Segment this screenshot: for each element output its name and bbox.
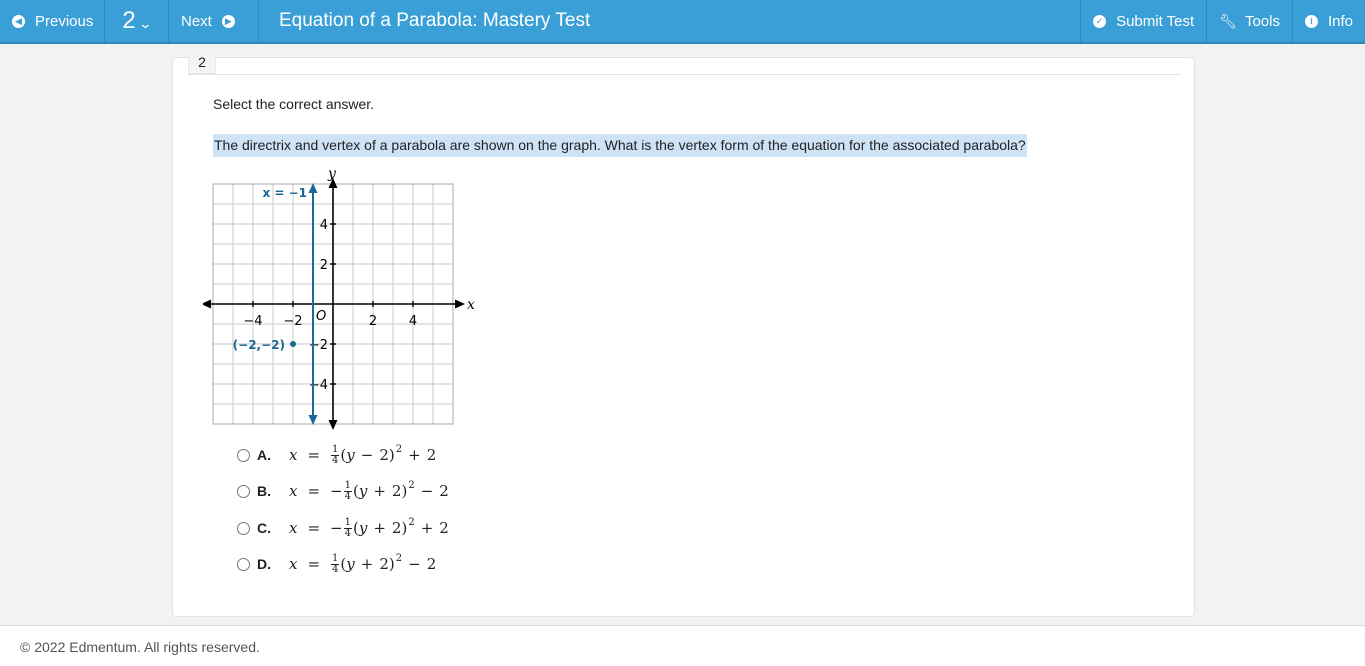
coordinate-graph [203,168,483,430]
info-button[interactable] [1292,0,1365,42]
directrix-label: x = −1 [262,186,307,200]
choice-letter: C. [257,520,271,536]
eq-sign: = [307,555,321,573]
vertex-point [290,341,296,347]
choice-letter: B. [257,483,271,499]
y-tick-label: −2 [308,338,328,353]
choice-equation: x = $\frac{1}{4}$ ( y + 2 ) 2 − 2 [289,552,437,575]
radio-choice-c[interactable] [237,522,250,535]
y-axis-arrow-down [329,420,338,430]
eq-sign: = [307,482,321,500]
eq-lhs: x [289,519,298,537]
eq-c2: 2 [426,446,437,464]
submit-test-button[interactable] [1080,0,1206,42]
eq-fraction [344,481,352,502]
eq-fraction [344,518,352,539]
chevron-down-icon: ⌄ [138,16,153,31]
eq-c2: 2 [439,519,449,537]
y-tick-label: 4 [319,218,328,233]
eq-c2: 2 [439,482,449,500]
eq-lhs: x [289,446,298,464]
eq-op2: + [420,519,434,537]
eq-c1: 2 [379,555,389,573]
choice-letter: D. [257,556,271,572]
question-tab [188,56,216,74]
top-toolbar [0,0,1365,44]
eq-var: y [346,446,355,464]
frac-den: 4 [344,490,351,502]
next-button[interactable] [169,0,259,42]
eq-op1: − [360,446,374,464]
tools-button[interactable] [1206,0,1292,42]
eq-c1: 2 [379,446,389,464]
choice-c[interactable] [237,515,449,541]
choice-equation: x = − $\frac{1}{4}$ ( y + 2 ) 2 + 2 [289,516,449,539]
tab-divider [188,74,1181,75]
tools-label: Tools [1244,12,1280,30]
eq-lhs: x [289,482,298,500]
eq-var: y [358,482,368,500]
frac-num: 1 [344,516,351,528]
frac-num: 1 [332,552,339,564]
eq-c1: 2 [391,482,402,500]
vertex-label: (−2,−2) [232,338,285,352]
previous-label: Previous [35,12,94,30]
radio-choice-a[interactable] [237,449,250,462]
instruction-text: Select the correct answer. [213,96,375,112]
x-tick-labels [243,301,417,329]
frac-den: 4 [332,563,339,575]
eq-neg: − [330,519,343,537]
eq-neg: − [330,482,343,500]
copyright-text: © 2022 Edmentum. All rights reserved. [20,639,260,655]
check-circle-icon: ✓ [1093,15,1106,28]
arrow-right-icon: ▶ [222,15,235,28]
choice-b[interactable] [237,478,449,504]
x-axis-label: x [467,297,475,313]
y-tick-label: 2 [319,258,328,273]
eq-fraction [331,554,339,575]
question-number-dropdown[interactable] [105,0,169,42]
question-number: 2 [122,7,136,34]
radio-choice-d[interactable] [237,558,250,571]
choice-d[interactable] [237,551,436,577]
choice-equation: x = − $\frac{1}{4}$ ( y + 2 ) 2 − 2 [289,479,449,502]
previous-button[interactable] [0,0,105,42]
info-label: Info [1327,12,1353,30]
eq-sign: = [307,519,321,537]
question-text: The directrix and vertex of a parabola are shown on the graph. What is the vertex form of the equation for the associated parabola? [213,134,1027,157]
frac-den: 4 [344,527,351,539]
eq-var: y [346,555,355,573]
x-tick-label: −4 [243,314,263,329]
wrench-icon: 🔧︎ [1219,12,1237,29]
x-axis-arrow-left [203,300,211,309]
eq-op1: + [373,519,386,537]
frac-num: 1 [332,443,339,455]
x-tick-label: 2 [368,314,378,329]
frac-num: 1 [344,479,351,491]
choice-equation: x = $\frac{1}{4}$ ( y − 2 ) 2 + 2 [289,443,437,466]
eq-exp: 2 [395,443,403,455]
eq-var: y [358,519,368,537]
choice-letter: A. [257,447,271,463]
frac-den: 4 [332,454,339,466]
origin-label: O [316,309,327,324]
eq-op1: + [360,555,374,573]
eq-c1: 2 [391,519,402,537]
question-tab-number: 2 [198,54,206,70]
eq-op2: − [408,555,421,573]
info-icon: i [1305,15,1318,28]
question-card [172,54,1195,617]
arrow-left-icon: ◀ [12,15,25,28]
x-tick-label: 4 [408,314,418,329]
radio-choice-b[interactable] [237,485,250,498]
test-title-text: Equation of a Parabola: Mastery Test [279,10,591,31]
y-axis-label: y [328,168,336,182]
choice-a[interactable] [237,442,436,468]
graph-axes [203,178,465,430]
eq-exp: 2 [408,479,415,491]
eq-sign: = [307,446,321,464]
submit-test-label: Submit Test [1116,12,1195,30]
next-label: Next [181,12,212,30]
eq-exp: 2 [395,552,403,564]
eq-op1: + [373,482,386,500]
eq-fraction [331,445,339,466]
eq-exp: 2 [408,516,415,528]
y-tick-label: −4 [308,378,328,393]
x-tick-label: −2 [283,314,303,329]
eq-c2: 2 [426,555,437,573]
test-title [259,0,1080,42]
eq-op2: − [420,482,434,500]
page-footer [0,625,1365,666]
x-axis-arrow-right [455,300,465,309]
eq-op2: + [408,446,421,464]
eq-lhs: x [289,555,298,573]
